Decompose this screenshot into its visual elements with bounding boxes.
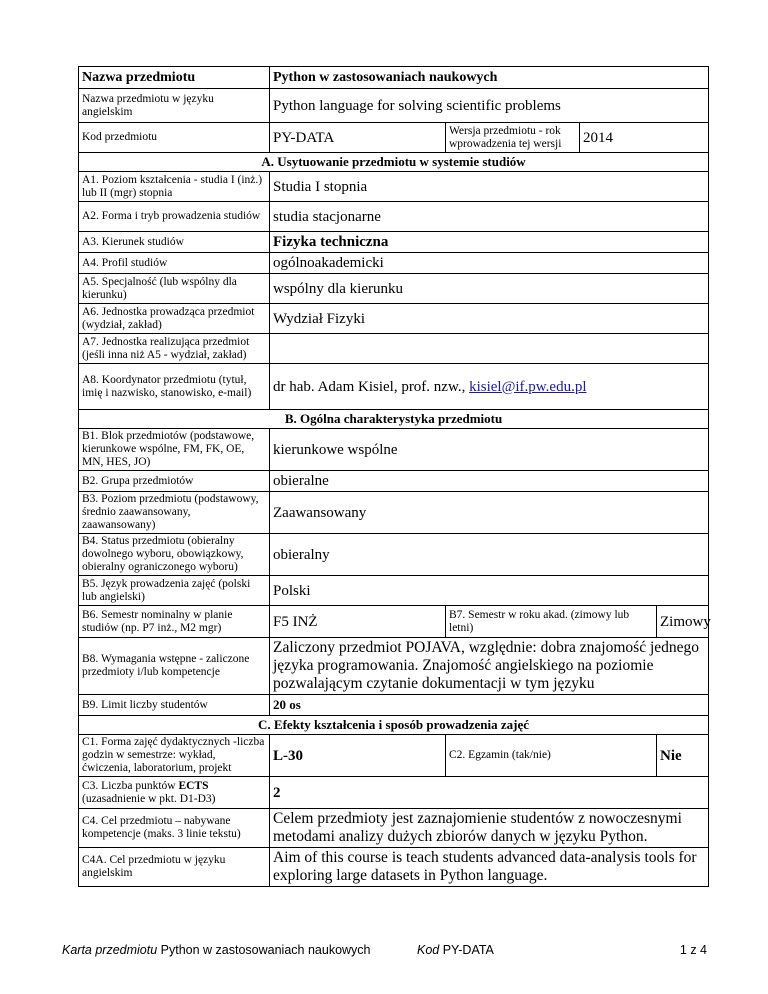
a4-label: A4. Profil studiów [79,253,270,274]
footer-course-name: Python w zastosowaniach naukowych [157,943,371,957]
section-c-title: C. Efekty kształcenia i sposób prowadzenia zajęć [79,716,709,735]
a6-label: A6. Jednostka prowadząca przedmiot (wydział, zakład) [79,304,270,334]
b8-value: Zaliczony przedmiot POJAVA, względnie: dobra znajomość jednego języka programowania. Znajomość angielskiego na poziomie pozwalającym czytanie dokumentacji w tym języku [270,638,709,695]
c4-label: C4. Cel przedmiotu – nabywane kompetencje (maks. 3 linie tekstu) [79,809,270,848]
a5-label: A5. Specjalność (lub wspólny dla kierunku) [79,274,270,304]
a2-label: A2. Forma i tryb prowadzenia studiów [79,202,270,232]
c2-value: Nie [657,735,709,777]
footer-kod-value: PY-DATA [439,943,494,957]
b6-value: F5 INŻ [270,606,446,638]
a1-value: Studia I stopnia [270,172,709,202]
b1-value: kierunkowe wspólne [270,429,709,471]
a2-value: studia stacjonarne [270,202,709,232]
b1-label: B1. Blok przedmiotów (podstawowe, kierunkowe wspólne, FM, FK, OE, MN, HES, JO) [79,429,270,471]
header-col1: Nazwa przedmiotu [79,67,270,89]
kod-value: PY-DATA [270,123,446,153]
kod-label: Kod przedmiotu [79,123,270,153]
page-number: 1 z 4 [679,943,707,957]
c3-label-ects: ECTS [178,779,209,792]
a1-label: A1. Poziom kształcenia - studia I (inż.) lub II (mgr) stopnia [79,172,270,202]
c4a-label: C4A. Cel przedmiotu w języku angielskim [79,848,270,887]
header-row [79,67,709,89]
section-b-title: B. Ogólna charakterystyka przedmiotu [79,410,709,429]
c3-label [79,777,270,809]
page-footer [62,943,707,957]
a3-value: Fizyka techniczna [270,232,709,253]
wersja-value: 2014 [580,123,709,153]
coordinator-email-link[interactable]: kisiel@if.pw.edu.pl [469,378,587,395]
b7-label: B7. Semestr w roku akad. (zimowy lub letni) [446,606,657,638]
english-name-value: Python language for solving scientific problems [270,89,709,123]
course-card-table [78,66,711,887]
c4-value: Celem przedmioty jest zaznajomienie studentów z nowoczesnymi metodami analizy dużych zbiorów danych w języku Python. [270,809,709,848]
b4-label: B4. Status przedmiotu (obieralny dowolnego wyboru, obowiązkowy, obieralny ograniczonego wyboru) [79,534,270,576]
c3-label-pre: C3. Liczba punktów [82,779,179,792]
c2-label: C2. Egzamin (tak/nie) [446,735,657,777]
english-name-label: Nazwa przedmiotu w języku angielskim [79,89,270,123]
footer-kod-label: Kod [417,943,440,957]
b9-label: B9. Limit liczby studentów [79,695,270,716]
section-a-title: A. Usytuowanie przedmiotu w systemie studiów [79,153,709,172]
footer-karta [62,943,371,957]
b5-label: B5. Język prowadzenia zajęć (polski lub angielski) [79,576,270,606]
b3-value: Zaawansowany [270,492,709,534]
b2-value: obieralne [270,471,709,492]
b8-label: B8. Wymagania wstępne - zaliczone przedmioty i/lub kompetencje [79,638,270,695]
b2-label: B2. Grupa przedmiotów [79,471,270,492]
b9-value: 20 os [270,695,709,716]
b6-label: B6. Semestr nominalny w planie studiów (np. P7 inż., M2 mgr) [79,606,270,638]
c3-label-post: (uzasadnienie w pkt. D1-D3) [82,792,216,805]
b7-value: Zimowy [657,606,709,638]
c1-value: L-30 [270,735,446,777]
c1-label: C1. Forma zajęć dydaktycznych -liczba godzin w semestrze: wykład, ćwiczenia, laboratorium, projekt [79,735,270,777]
c4a-value: Aim of this course is teach students advanced data-analysis tools for exploring large datasets in Python language. [270,848,709,887]
wersja-label: Wersja przedmiotu - rok wprowadzenia tej wersji [446,123,580,153]
header-col2: Python w zastosowaniach naukowych [270,67,709,89]
a4-value: ogólnoakademicki [270,253,709,274]
a8-label: A8. Koordynator przedmiotu (tytuł, imię i nazwisko, stanowisko, e-mail) [79,364,270,410]
b3-label: B3. Poziom przedmiotu (podstawowy, średnio zaawansowany, zaawansowany) [79,492,270,534]
a6-value: Wydział Fizyki [270,304,709,334]
footer-karta-label: Karta przedmiotu [62,943,158,957]
b4-value: obieralny [270,534,709,576]
a3-label: A3. Kierunek studiów [79,232,270,253]
a8-value [270,364,709,410]
c3-value: 2 [270,777,709,809]
a5-value: wspólny dla kierunku [270,274,709,304]
footer-kod [417,943,494,957]
b5-value: Polski [270,576,709,606]
a7-value [270,334,709,364]
coordinator-name: dr hab. Adam Kisiel, prof. nzw., [273,378,470,395]
a7-label: A7. Jednostka realizująca przedmiot (jeśli inna niż A5 - wydział, zakład) [79,334,270,364]
